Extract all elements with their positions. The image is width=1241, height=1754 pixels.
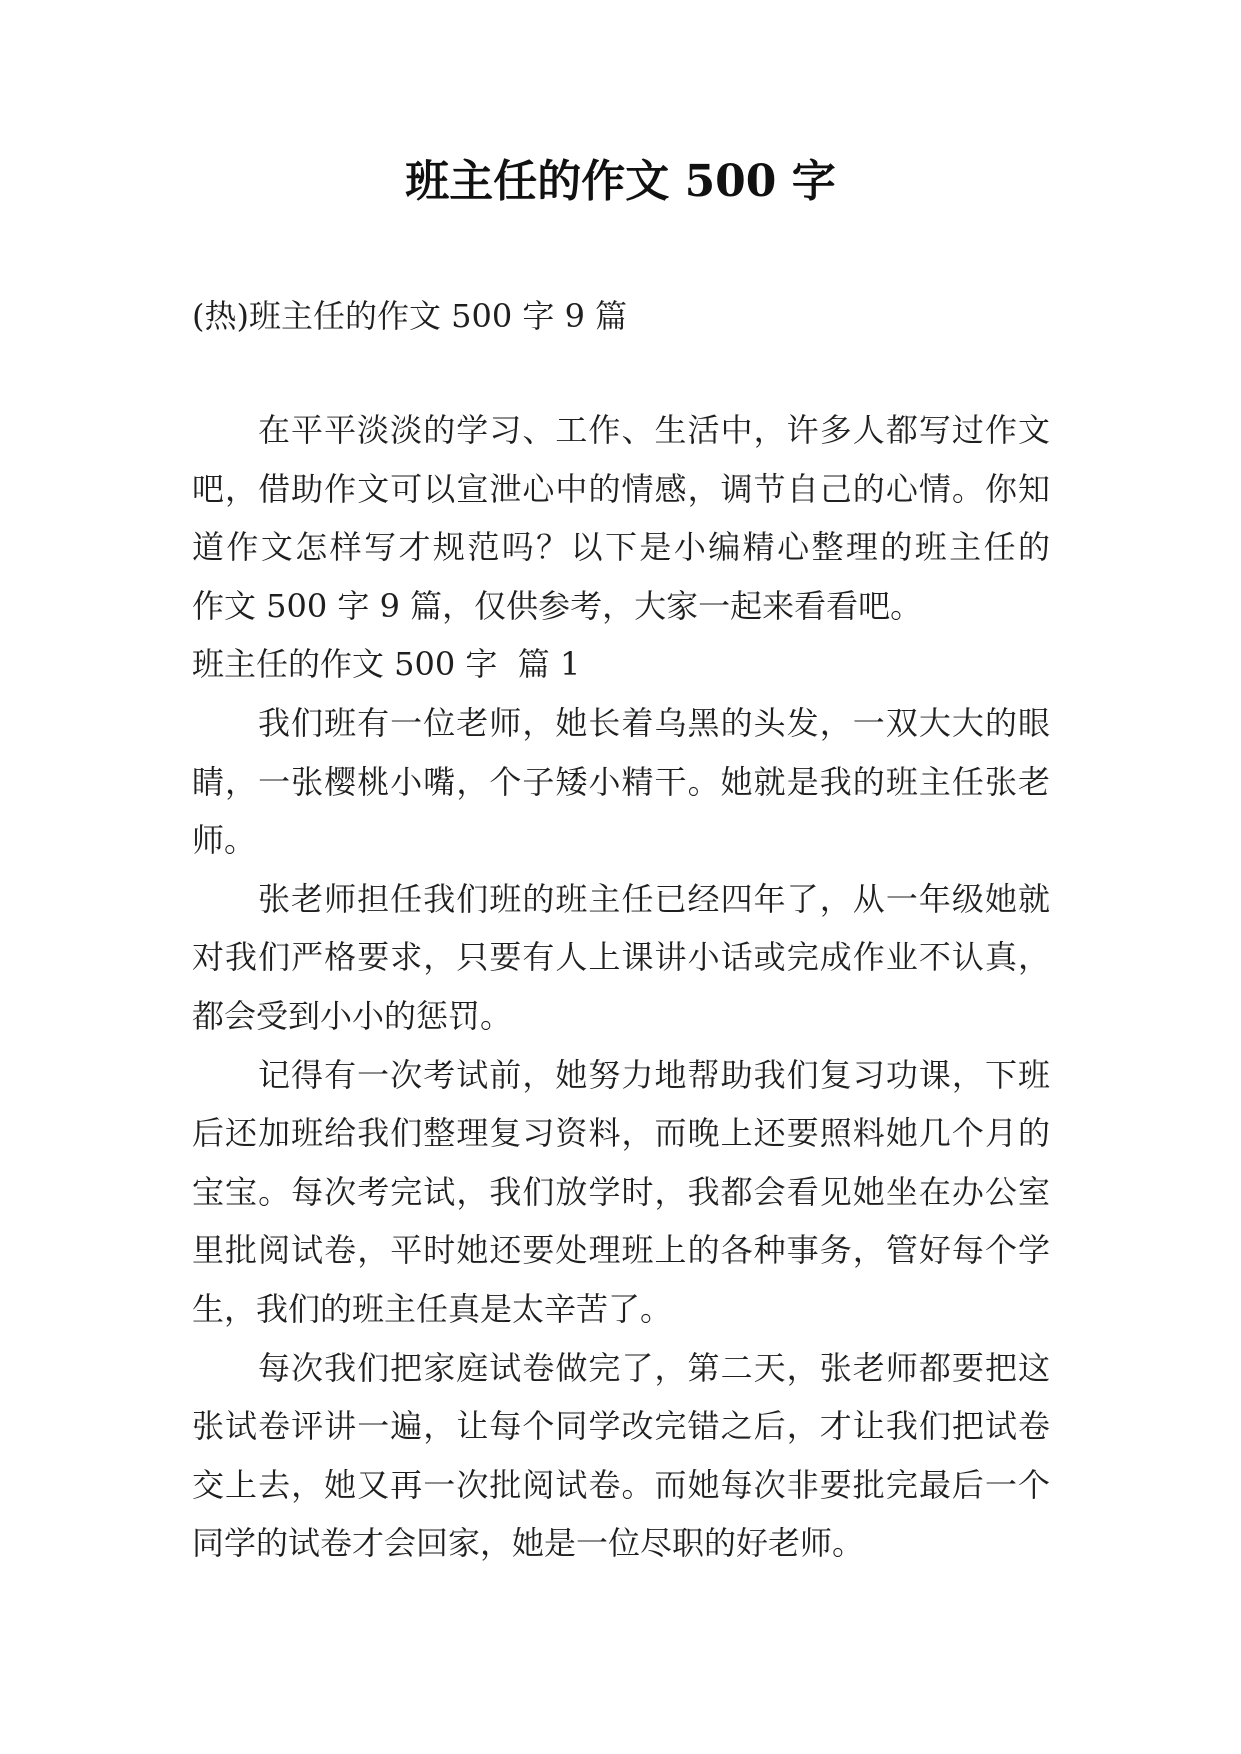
paragraph-line: 张老师担任我们班的班主任已经四年了，从一年级她就: [258, 879, 1050, 918]
body-paragraph: [192, 870, 1050, 1046]
document-body: [192, 401, 1050, 1573]
paragraph-line: 交上去，她又再一次批阅试卷。而她每次非要批完最后一个: [192, 1465, 1050, 1504]
body-paragraph: [192, 694, 1050, 870]
section-heading: 班主任的作文 500 字 篇 1: [192, 645, 581, 684]
paragraph-line: 我们班有一位老师，她长着乌黑的头发，一双大大的眼: [258, 703, 1050, 742]
paragraph-line: 在平平淡淡的学习、工作、生活中，许多人都写过作文: [258, 411, 1050, 449]
paragraph-line: 吧，借助作文可以宣泄心中的情感，调节自己的心情。你知: [192, 469, 1050, 508]
body-paragraph: [192, 1339, 1050, 1573]
paragraph-line: 同学的试卷才会回家，她是一位尽职的好老师。: [192, 1524, 865, 1563]
paragraph-line: 对我们严格要求，只要有人上课讲小话或完成作业不认真，: [192, 938, 1050, 977]
body-paragraph: [192, 1046, 1050, 1339]
document-subtitle: (热)班主任的作文 500 字 9 篇: [192, 297, 628, 335]
paragraph-line: 后还加班给我们整理复习资料，而晚上还要照料她几个月的: [192, 1114, 1050, 1153]
paragraph-line: 记得有一次考试前，她努力地帮助我们复习功课，下班: [258, 1055, 1050, 1094]
paragraph-line: 作文 500 字 9 篇，仅供参考，大家一起来看看吧。: [192, 586, 923, 625]
paragraph-line: 师。: [192, 821, 257, 860]
intro-paragraph: [192, 401, 1050, 635]
paragraph-line: 睛，一张樱桃小嘴，个子矮小精干。她就是我的班主任张老: [192, 762, 1050, 801]
paragraph-line: 里批阅试卷，平时她还要处理班上的各种事务，管好每个学: [192, 1231, 1050, 1270]
paragraph-line: 道作文怎样写才规范吗？以下是小编精心整理的班主任的: [192, 528, 1050, 567]
paragraph-line: 生，我们的班主任真是太辛苦了。: [192, 1289, 673, 1328]
document-title: 班主任的作文 500 字: [405, 156, 836, 207]
paragraph-line: 每次我们把家庭试卷做完了，第二天，张老师都要把这: [258, 1348, 1050, 1387]
paragraph-line: 都会受到小小的惩罚。: [192, 996, 513, 1035]
paragraph-line: 宝宝。每次考完试，我们放学时，我都会看见她坐在办公室: [192, 1172, 1050, 1211]
paragraph-line: 张试卷评讲一遍，让每个同学改完错之后，才让我们把试卷: [192, 1407, 1050, 1446]
